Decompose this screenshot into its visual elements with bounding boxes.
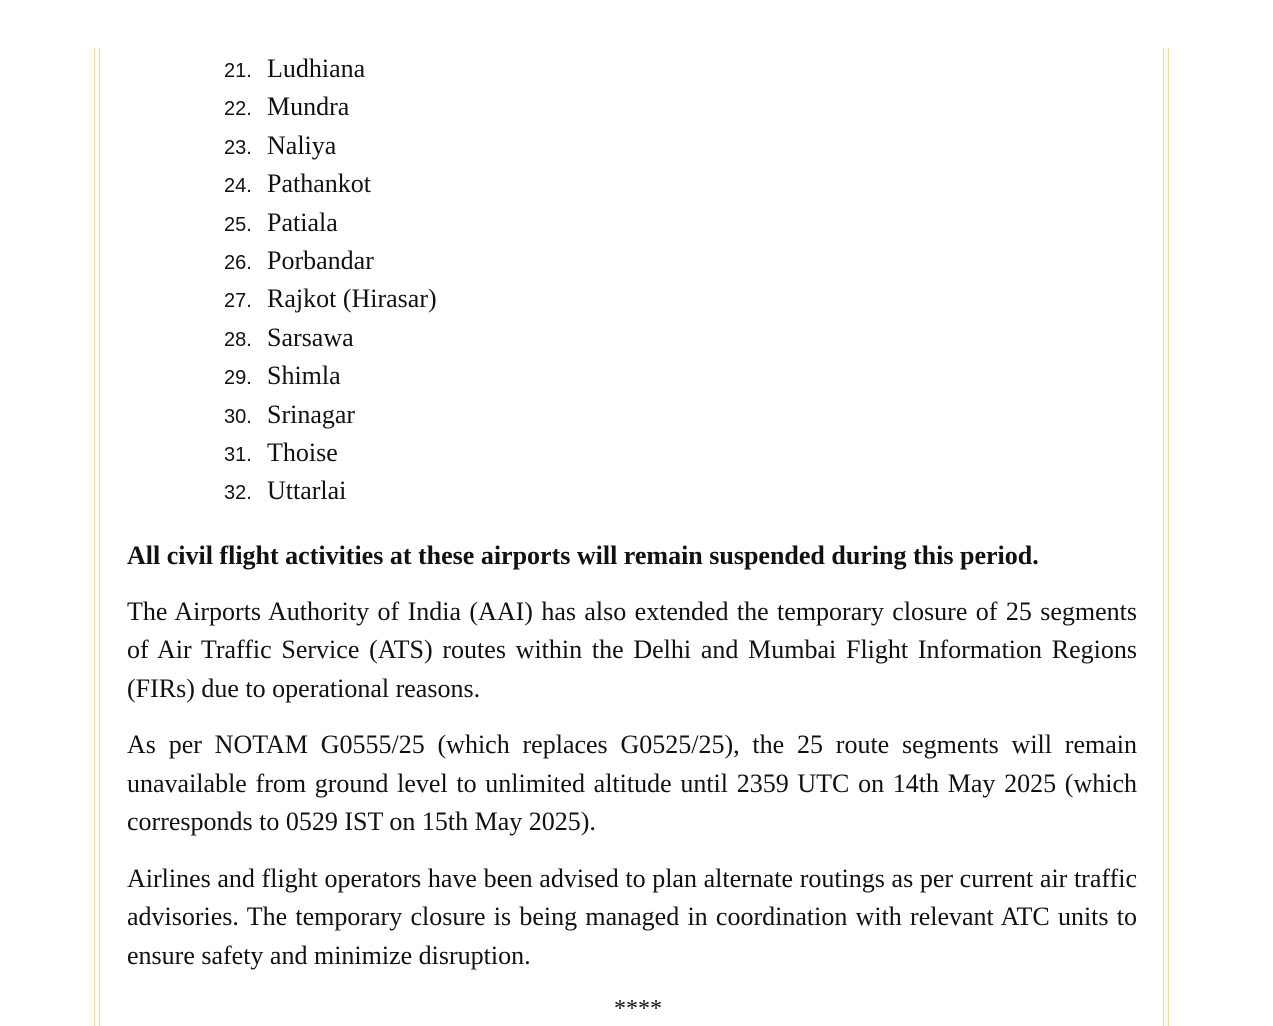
paragraph-advisory: Airlines and flight operators have been advised to plan alternate routings as per current air traffic advisories. The temporary closure is being managed in coordination with relevant ATC units to ensure safety and minimize disruption. bbox=[127, 863, 1137, 970]
list-number: 29. bbox=[224, 367, 252, 390]
list-number: 22. bbox=[224, 98, 252, 121]
list-item bbox=[224, 50, 1137, 88]
airport-name: Mundra bbox=[267, 92, 350, 122]
airport-name: Pathankot bbox=[267, 169, 371, 199]
airport-name: Ludhiana bbox=[267, 54, 366, 83]
list-item bbox=[224, 357, 1137, 395]
list-number: 31. bbox=[224, 443, 252, 466]
airport-name: Srinagar bbox=[267, 399, 356, 429]
list-number: 32. bbox=[224, 482, 252, 505]
airport-name: Sarsawa bbox=[267, 322, 354, 352]
end-marker: **** bbox=[614, 996, 662, 1023]
list-item bbox=[224, 280, 1137, 318]
list-number: 24. bbox=[224, 175, 252, 198]
paragraph-ats-closure: The Airports Authority of India (AAI) has also extended the temporary closure of 25 segments of Air Traffic Service (ATS) routes within the Delhi and Mumbai Flight Information Regions (FIRs) due to operational reasons. bbox=[127, 596, 1137, 703]
list-number: 28. bbox=[224, 328, 252, 351]
list-item bbox=[224, 319, 1137, 357]
airport-name: Thoise bbox=[267, 437, 338, 467]
list-item bbox=[224, 242, 1137, 280]
airport-name: Patiala bbox=[267, 207, 338, 237]
list-item bbox=[224, 472, 1137, 510]
list-item bbox=[224, 165, 1137, 203]
airport-name: Rajkot (Hirasar) bbox=[267, 284, 437, 314]
list-item bbox=[224, 204, 1137, 242]
list-item bbox=[224, 434, 1137, 472]
paragraph-notam: As per NOTAM G0555/25 (which replaces G0525/25), the 25 route segments will remain unavailable from ground level to unlimited altitude until 2359 UTC on 14th May 2025 (which corresponds to 0529 IST on 15th May 2025). bbox=[127, 730, 1137, 837]
list-number: 23. bbox=[224, 136, 252, 159]
list-number: 26. bbox=[224, 251, 252, 274]
airport-name: Naliya bbox=[267, 130, 337, 160]
list-item bbox=[224, 396, 1137, 434]
airport-list bbox=[224, 50, 1137, 511]
airport-name: Shimla bbox=[267, 361, 341, 391]
airport-name: Uttarlai bbox=[267, 476, 347, 506]
airport-name: Porbandar bbox=[267, 245, 374, 275]
page-border-right bbox=[1163, 48, 1169, 1026]
list-number: 27. bbox=[224, 290, 252, 313]
suspension-notice: All civil flight activities at these airports will remain suspended during this period. bbox=[127, 540, 1039, 570]
list-item bbox=[224, 127, 1137, 165]
document-content bbox=[127, 50, 1137, 1026]
page-border-left bbox=[94, 48, 100, 1026]
list-number: 21. bbox=[224, 60, 252, 82]
list-item bbox=[224, 88, 1137, 126]
list-number: 25. bbox=[224, 213, 252, 236]
list-number: 30. bbox=[224, 405, 252, 428]
